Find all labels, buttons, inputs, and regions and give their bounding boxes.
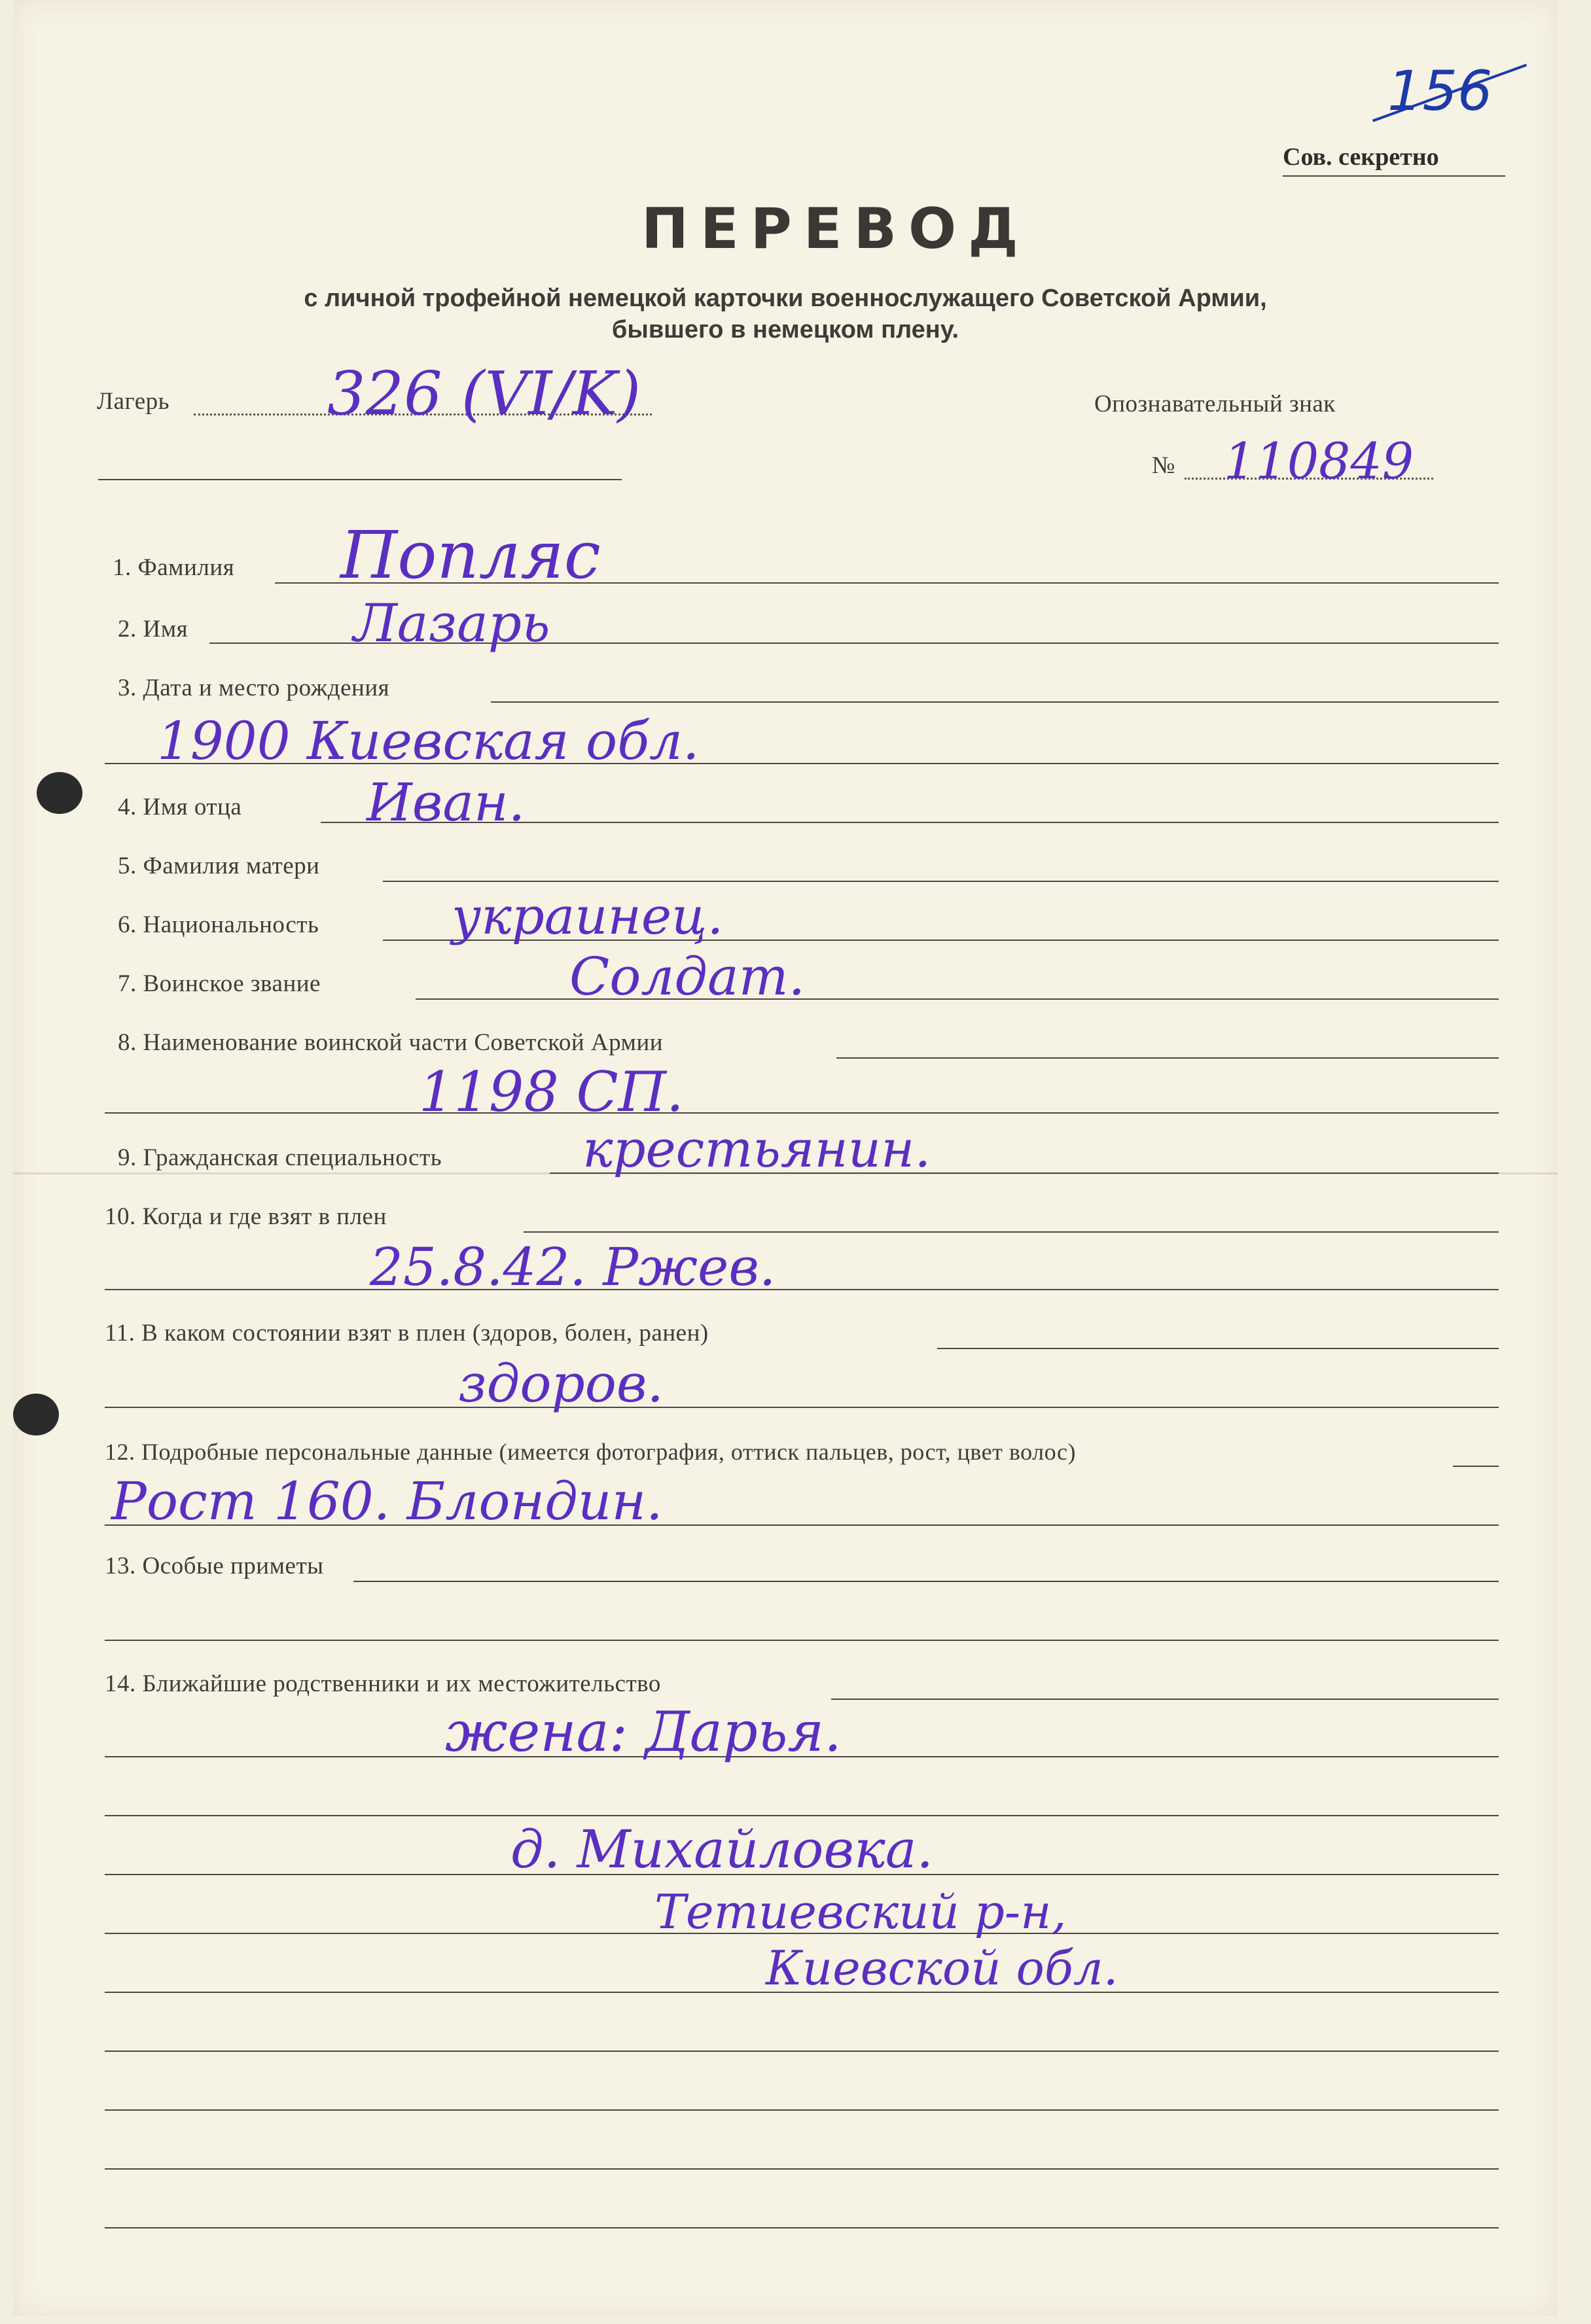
id-mark-number-sign: №: [1152, 452, 1175, 479]
field-civil-label: 9. Гражданская специальность: [118, 1144, 442, 1171]
document-subtitle: [183, 283, 1387, 345]
field-nationality-value: украинец.: [452, 887, 724, 946]
field-captured-value: 25.8.42. Ржев.: [370, 1237, 776, 1297]
field-birth-line: [491, 701, 1499, 703]
field-marks-line: [353, 1581, 1499, 1582]
relatives-line-7: [105, 2051, 1499, 2052]
field-marks-line-2: [105, 1640, 1499, 1641]
field-captured-label: 10. Когда и где взят в плен: [105, 1203, 387, 1230]
relatives-value-line-2: д. Михайловка.: [510, 1819, 933, 1880]
field-rank-value: Солдат.: [569, 946, 805, 1007]
document-page: [13, 0, 1558, 2316]
field-mother-line: [383, 881, 1499, 882]
relatives-line-10: [105, 2227, 1499, 2228]
field-personal-line: [1453, 1466, 1499, 1467]
field-captured-line-2: [105, 1289, 1499, 1290]
field-mother-label: 5. Фамилия матери: [118, 853, 320, 879]
relatives-line-8: [105, 2109, 1499, 2111]
field-captured-line: [524, 1231, 1499, 1233]
field-father-label: 4. Имя отца: [118, 794, 242, 820]
field-birth-label: 3. Дата и место рождения: [118, 675, 390, 701]
field-civil-value: крестьянин.: [582, 1120, 931, 1179]
field-father-value: Иван.: [366, 772, 526, 833]
field-rank-label: 7. Воинское звание: [118, 970, 321, 997]
field-personal-label: 12. Подробные персональные данные (имеется фотография, оттиск пальцев, рост, цвет волос): [105, 1439, 1076, 1465]
camp-label: Лагерь: [97, 388, 170, 415]
document-title: ПЕРЕВОД: [641, 196, 1030, 262]
field-condition-line-2: [105, 1407, 1499, 1408]
classification-stamp: Сов. секретно: [1283, 143, 1439, 171]
field-condition-value: здоров.: [458, 1353, 664, 1414]
relatives-value-line-3: Тетиевский р-н,: [654, 1884, 1067, 1939]
subtitle-line-1: с личной трофейной немецкой карточки военнослужащего Советской Армии,: [304, 285, 1267, 312]
field-unit-value: 1198 СП.: [419, 1060, 684, 1124]
classification-underline: [1283, 175, 1505, 177]
id-mark-value: 110849: [1224, 432, 1414, 490]
field-name-value: Лазарь: [353, 593, 550, 654]
page-number: 156: [1387, 59, 1493, 123]
field-surname-value: Попляс: [340, 517, 601, 593]
relatives-value-line-4: Киевской обл.: [766, 1941, 1118, 1996]
field-surname-label: 1. Фамилия: [113, 554, 235, 581]
field-relatives-line: [831, 1699, 1499, 1700]
field-unit-line-2: [105, 1112, 1499, 1114]
field-name-label: 2. Имя: [118, 616, 188, 643]
relatives-line-3: [105, 1815, 1499, 1816]
field-birth-value: 1900 Киевская обл.: [157, 711, 700, 771]
id-mark-label: Опознавательный знак: [1094, 391, 1336, 417]
field-condition-label: 11. В каком состоянии взят в плен (здоров, болен, ранен): [105, 1320, 709, 1347]
field-marks-label: 13. Особые приметы: [105, 1553, 324, 1579]
field-personal-value: Рост 160. Блондин.: [111, 1471, 663, 1532]
camp-value: 326 (VI/K): [327, 359, 641, 429]
field-nationality-label: 6. Национальность: [118, 911, 319, 938]
camp-extra-line: [98, 479, 622, 480]
field-relatives-label: 14. Ближайшие родственники и их местожительство: [105, 1670, 661, 1697]
punch-hole-top: [37, 772, 82, 814]
field-unit-label: 8. Наименование воинской части Советской Армии: [118, 1029, 664, 1056]
relatives-value-line-1: жена: Дарья.: [445, 1700, 842, 1764]
field-unit-line: [836, 1057, 1499, 1059]
punch-hole-bottom: [13, 1394, 59, 1435]
relatives-line-9: [105, 2168, 1499, 2170]
subtitle-line-2: бывшего в немецком плену.: [611, 316, 959, 343]
field-condition-line: [937, 1348, 1499, 1349]
